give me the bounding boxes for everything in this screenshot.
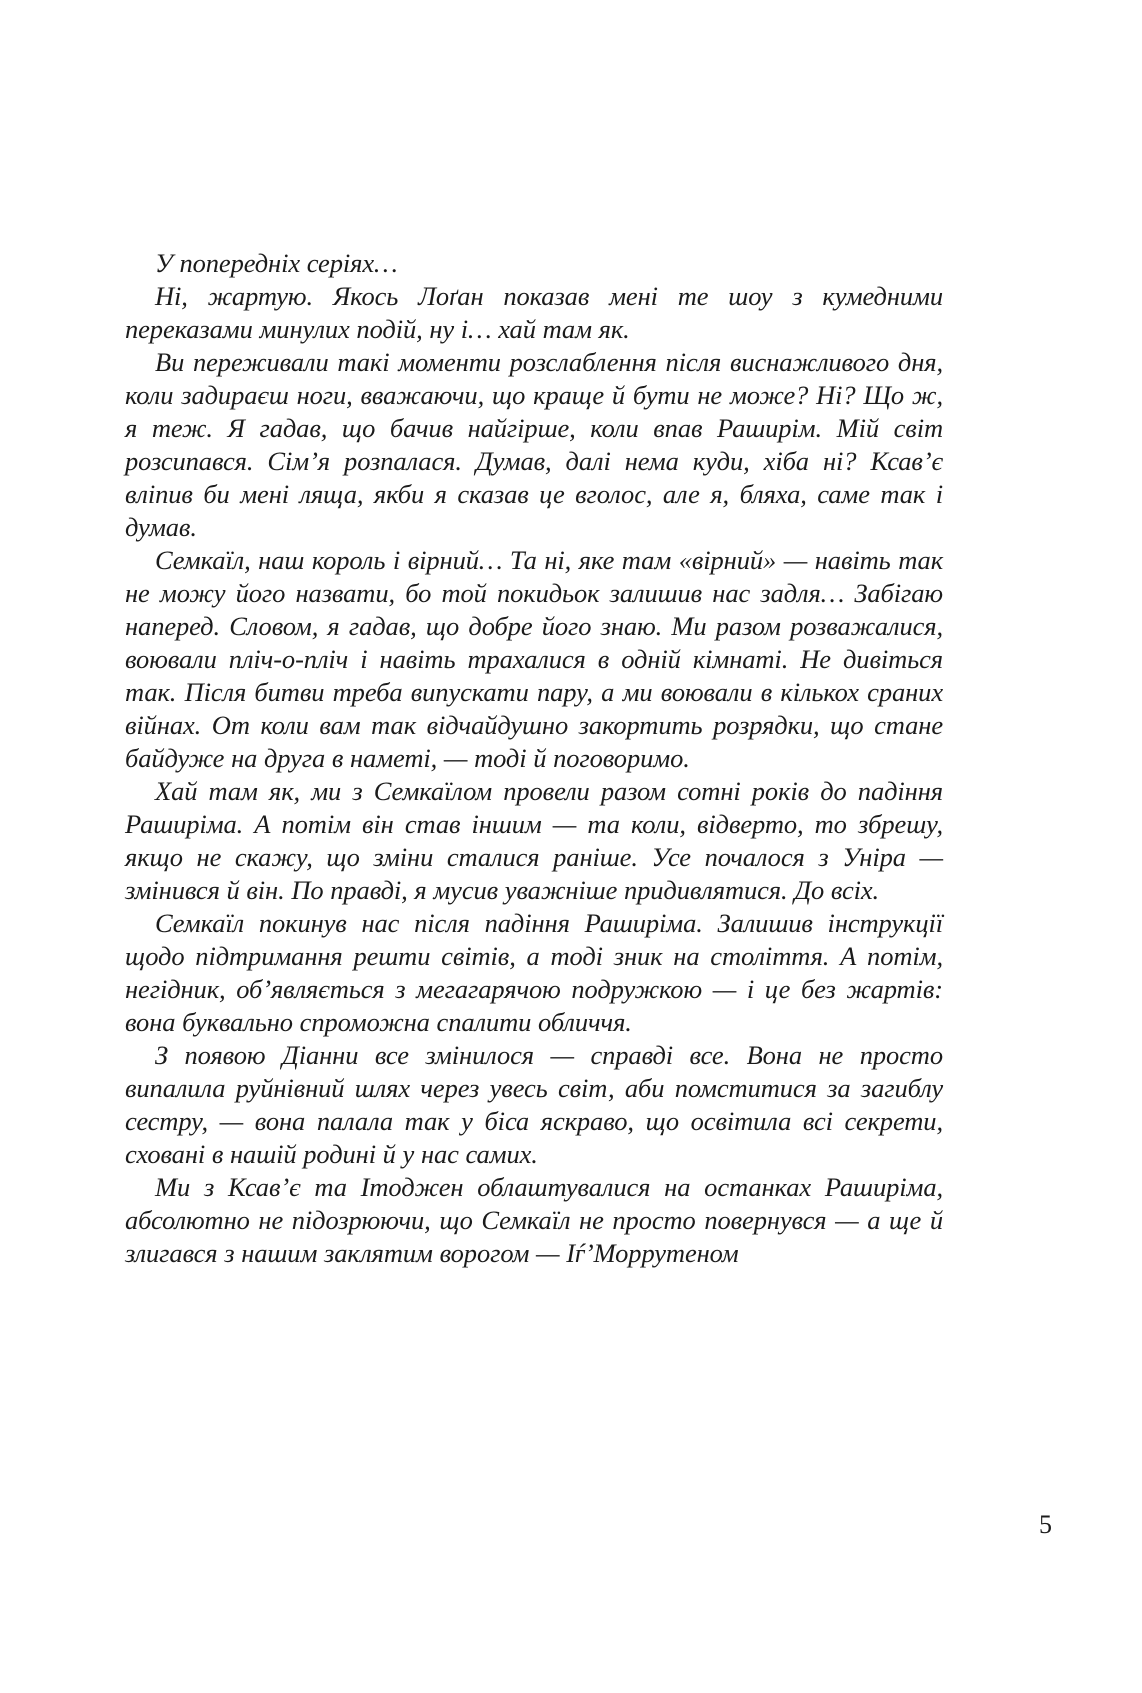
- paragraph-8: Ми з Ксав’є та Imоджен облаштувалися на останках Раширіма, абсолютно не підозрюючи, що Семкаїл не просто повернувся — а ще й злигався з нашим заклятим ворогом — Іѓ’Моррутеном: [125, 1172, 943, 1268]
- paragraph-6: Семкаїл покинув нас після падіння Раширіма. Залишив інструкції щодо підтримання решти світів, а тоді зник на століття. А потім, негідник, об’являється з мегагарячою подружкою — і це без жартів: вона буквально спроможна спалити обличчя.: [125, 908, 943, 1037]
- paragraph-3: Ви переживали такі моменти розслаблення після виснажливого дня, коли задираєш ноги, вважаючи, що краще й бути не може? Ні? Що ж, я теж. Я гадав, що бачив найгірше, коли впав Раширім. Мій світ розсипався. Сім’я розпалася. Думав, далі нема куди, хіба ні? Ксав’є вліпив би мені ляща, якби я сказав це вголос, але я, бляха, саме так і думав.: [125, 347, 943, 542]
- body-text-block: [125, 247, 943, 1270]
- page-number: 5: [1039, 1510, 1052, 1539]
- paragraph-7: З появою Діанни все змінилося — справді все. Вона не просто випалила руйнівний шлях через увесь світ, аби помститися за загиблу сестру, — вона палала так у біса яскраво, що освітила всі секрети, сховані в нашій родині й у нас самих.: [125, 1040, 943, 1169]
- paragraph-1: У попередніх серіях…: [155, 248, 398, 278]
- paragraph-5: Хай там як, ми з Семкаїлом провели разом сотні років до падіння Раширіма. А потім він став іншим — та коли, відверто, то збрешу, якщо не скажу, що зміни сталися раніше. Усе почалося з Уніра — змінився й він. По правді, я мусив уважніше придивлятися. До всіх.: [125, 776, 943, 905]
- paragraph-2: Ні, жартую. Якось Лоґан показав мені те шоу з кумедними переказами минулих подій, ну і… хай там як.: [125, 281, 943, 344]
- paragraph-4: Семкаїл, наш король і вірний… Та ні, яке там «вірний» — навіть так не можу його назвати, бо той покидьок залишив нас задля… Забігаю наперед. Словом, я гадав, що добре його знаю. Ми разом розважалися, воювали пліч-о-пліч і навіть трахалися в одній кімнаті. Не дивіться так. Після битви треба випускати пару, а ми воювали в кількох сраних війнах. От коли вам так відчайдушно закортить розрядки, що стане байдуже на друга в наметі, — тоді й поговоримо.: [125, 545, 943, 773]
